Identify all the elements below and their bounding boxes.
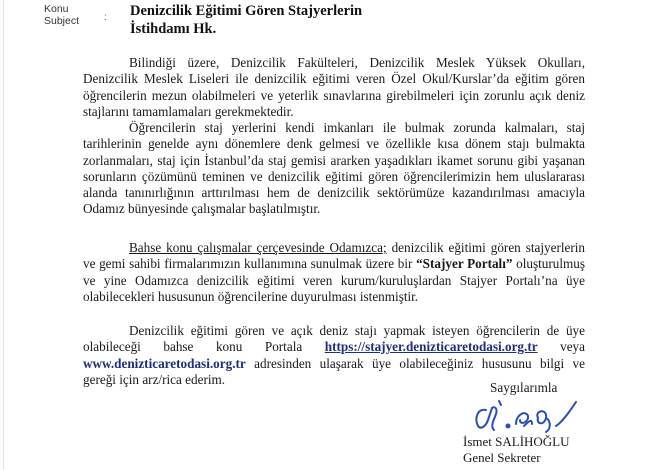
handwritten-signature-icon — [472, 396, 592, 436]
paragraph-2-text: Öğrencilerin staj yerlerini kendi imkanları ile bulmak zorunda kalmaları, staj tarihlerinin genelde aynı dönemlere denk gelmesi ve özellikle kısa dönem stajı bulmakta zorlanmaları, staj için İstanbul’da staj gemisi ararken yaşadıkları ikamet sorunu gibi yaşanan sorunların çözümünü teminen ve denizcilik eğitimi gören öğrencilerimizin hem uluslararası alanda tanınırlığının arttırılması hem de denizcilik sektörümüze kazandırılması amacıyla Odamız bünyesinde çalışmalar başlatılmıştır. — [83, 120, 585, 217]
subject-title — [130, 2, 362, 38]
subject-label-en: Subject — [44, 15, 80, 27]
paragraph-3-underlined-lead: Bahse konu çalışmalar çerçevesinde Odamızca; — [129, 240, 387, 255]
subject-title-line1: Denizcilik Eğitimi Gören Stajyerlerin — [130, 3, 363, 19]
paragraph-4 — [83, 323, 585, 388]
paragraph-4-text-c: adresinden ulaşarak üye olabileceğiniz hususunu bilgi ve gereği için arz/rica ederim. — [83, 355, 585, 387]
website-link[interactable]: www.denizticaretodasi.org.tr — [83, 355, 246, 371]
paragraph-3-text-a: denizcilik eğitimi gören stajyerlerin ve gemi sahibi firmalarımızın kullanımına sunulmak üzere bir — [83, 240, 586, 272]
paragraph-1 — [83, 55, 585, 120]
signatory-title: Genel Sekreter — [463, 450, 541, 465]
subject-label-tr: Konu — [44, 3, 69, 15]
paragraph-2 — [83, 120, 585, 218]
paragraph-3-text-b: oluşturulmuş ve yine Odamızca denizcilik eğitimi veren kurum/kuruluşlardan Stajyer Portalı’na üye olabilecekleri hususunun öğrencilerine duyurulması istenmiştir. — [83, 256, 585, 304]
signatory-name: İsmet SALİHOĞLU — [463, 434, 570, 449]
portal-link[interactable]: https://stajyer.denizticaretodasi.org.tr — [324, 339, 538, 355]
subject-title-line2: İstihdamı Hk. — [130, 21, 217, 37]
paragraph-1-text: Bilindiği üzere, Denizcilik Fakülteleri, Denizcilik Meslek Yüksek Okulları, Denizcilik Meslek Liseleri ile denizcilik eğitimi veren Özel Okul/Kurslar’da eğitim gören öğrencilerin mezun olabilmeleri ve yeterlik sınavlarına girebilmeleri için zorunlu açık deniz stajlarını tamamlamaları gerekmektedir. — [83, 55, 585, 119]
paragraph-3 — [83, 240, 585, 305]
paragraph-4-text-a: Denizcilik eğitimi gören ve açık deniz stajı yapmak isteyen öğrencilerin de üye olabileceği bahse konu Portala — [83, 323, 585, 355]
closing-text: Saygılarımla — [490, 380, 558, 395]
subject-colon: : — [104, 12, 107, 23]
stajyer-portal-name: “Stajyer Portalı” — [416, 256, 513, 272]
page-edge-line — [3, 0, 4, 470]
subject-label-block — [44, 3, 79, 27]
paragraph-4-text-b: veya — [537, 339, 585, 355]
